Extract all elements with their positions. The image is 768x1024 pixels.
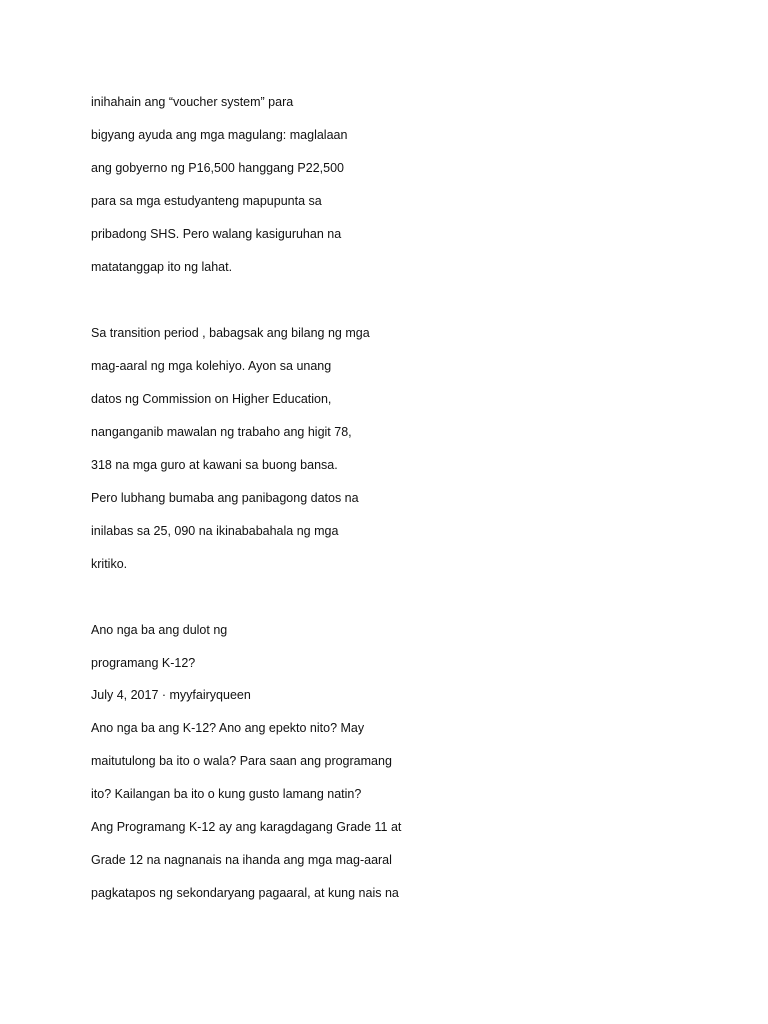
paragraph-2-line-4: nanganganib mawalan ng trabaho ang higit 78, [91, 425, 352, 439]
paragraph-1-line-4: para sa mga estudyanteng mapupunta sa [91, 194, 322, 208]
paragraph-3-line-5: Grade 12 na nagnanais na ihanda ang mga mag-aaral [91, 853, 392, 867]
paragraph-1-line-2: bigyang ayuda ang mga magulang: maglalaan [91, 128, 348, 142]
paragraph-3-line-3: ito? Kailangan ba ito o kung gusto lamang natin? [91, 787, 362, 801]
paragraph-2-line-6: Pero lubhang bumaba ang panibagong datos na [91, 491, 359, 505]
paragraph-2-line-3: datos ng Commission on Higher Education, [91, 392, 332, 406]
paragraph-2-line-8: kritiko. [91, 557, 128, 571]
paragraph-3-line-4: Ang Programang K-12 ay ang karagdagang Grade 11 at [91, 820, 402, 834]
paragraph-1-line-5: pribadong SHS. Pero walang kasiguruhan na [91, 227, 342, 241]
paragraph-2-line-2: mag-aaral ng mga kolehiyo. Ayon sa unang [91, 359, 332, 373]
paragraph-2-line-1: Sa transition period , babagsak ang bilang ng mga [91, 326, 370, 340]
paragraph-1-line-6: matatanggap ito ng lahat. [91, 260, 233, 274]
article-title-line-1: Ano nga ba ang dulot ng [91, 623, 228, 637]
paragraph-3-line-1: Ano nga ba ang K-12? Ano ang epekto nito? May [91, 721, 365, 735]
paragraph-1-line-3: ang gobyerno ng P16,500 hanggang P22,500 [91, 161, 345, 175]
article-byline: July 4, 2017 · myyfairyqueen [91, 688, 251, 702]
paragraph-2-line-7: inilabas sa 25, 090 na ikinababahala ng mga [91, 524, 339, 538]
paragraph-3-line-2: maitutulong ba ito o wala? Para saan ang programang [91, 754, 392, 768]
paragraph-3-line-6: pagkatapos ng sekondaryang pagaaral, at kung nais na [91, 886, 399, 900]
article-title-line-2: programang K-12? [91, 656, 196, 670]
paragraph-2-line-5: 318 na mga guro at kawani sa buong bansa. [91, 458, 338, 472]
paragraph-1-line-1: inihahain ang “voucher system” para [91, 95, 294, 109]
